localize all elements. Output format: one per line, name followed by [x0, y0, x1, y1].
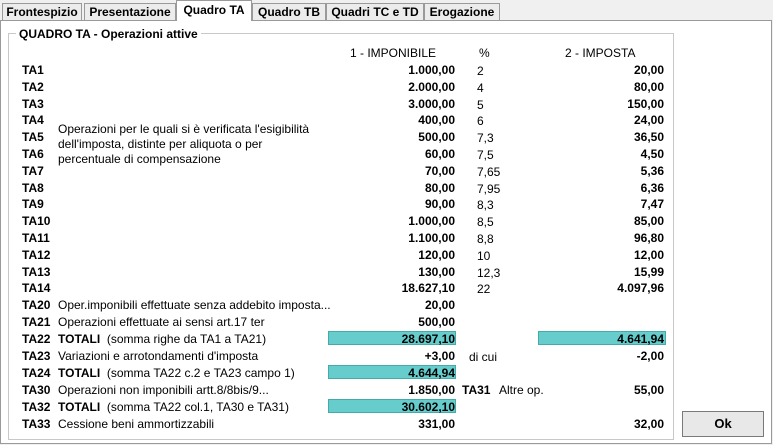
imponibile-value[interactable]: 1.000,00	[408, 214, 455, 229]
imponibile-value: 4.644,94	[408, 366, 455, 380]
imponibile-value[interactable]: 500,00	[418, 130, 455, 145]
row-description	[58, 332, 266, 346]
imposta-value[interactable]: 36,50	[633, 130, 664, 145]
table-row	[0, 112, 772, 129]
percent-value: 8,8	[477, 232, 494, 246]
ta31-code: TA31	[462, 383, 491, 397]
imposta-value[interactable]: 12,00	[633, 247, 664, 262]
row-code: TA20	[22, 298, 51, 312]
imponibile-value[interactable]: 331,00	[418, 417, 455, 431]
totali-label: TOTALI	[58, 366, 101, 380]
block-description: Operazioni per le quali si è verificata l'esigibilità dell'imposta, distinte per aliquota o per percentuale di compensazione	[58, 122, 310, 166]
imponibile-value: 28.697,10	[401, 332, 455, 346]
totali-desc: (somma TA22 col.1, TA30 e TA31)	[106, 400, 289, 414]
imposta-value[interactable]: 5,36	[640, 163, 664, 178]
header-percent: %	[479, 46, 490, 60]
row-code: TA24	[22, 366, 51, 380]
imposta-value[interactable]: 15,99	[633, 264, 664, 279]
tab-erogazione[interactable]: Erogazione	[424, 3, 500, 20]
percent-value: 7,95	[477, 181, 501, 196]
table-row	[0, 79, 772, 96]
table-row	[0, 247, 772, 264]
imponibile-value[interactable]: 90,00	[424, 197, 455, 212]
header-imponibile: 1 - IMPONIBILE	[350, 46, 437, 60]
row-code: TA5	[22, 130, 44, 145]
imposta-value[interactable]: 24,00	[633, 113, 664, 128]
imponibile-value: 30.602,10	[401, 400, 455, 414]
imposta-value[interactable]: 80,00	[633, 79, 664, 94]
imposta-value[interactable]: 32,00	[633, 417, 664, 431]
row-code: TA4	[22, 113, 44, 128]
percent-value: 22	[477, 282, 491, 297]
ta31-description: Altre op.	[499, 383, 544, 397]
percent-value: 6	[477, 114, 484, 129]
imposta-value[interactable]: 7,47	[640, 197, 664, 212]
row-code: TA30	[22, 383, 51, 397]
ok-button[interactable]: Ok	[682, 411, 764, 437]
row-description: Operazioni non imponibili artt.8/8bis/9...	[58, 383, 269, 397]
table-row	[0, 163, 772, 180]
row-ta30	[0, 382, 772, 399]
row-ta33	[0, 416, 772, 433]
percent-value: 7,65	[477, 164, 501, 179]
imposta-value[interactable]: 150,00	[627, 96, 664, 111]
table-row	[0, 62, 772, 79]
percent-value: 8,5	[477, 215, 494, 230]
row-code: TA3	[22, 96, 44, 111]
table-row	[0, 213, 772, 230]
percent-value: 2	[477, 64, 484, 78]
row-code: TA1	[22, 63, 44, 77]
row-code: TA11	[22, 231, 50, 245]
totali-desc: (somma TA22 c.2 e TA23 campo 1)	[106, 366, 295, 380]
imponibile-value[interactable]: 400,00	[418, 113, 455, 128]
imponibile-value[interactable]: 1.850,00	[408, 383, 455, 397]
tab-quadro-ta[interactable]: Quadro TA	[176, 0, 252, 21]
tab-presentazione[interactable]: Presentazione	[84, 3, 176, 20]
imposta-value[interactable]: 20,00	[633, 63, 664, 77]
di-cui-label: di cui	[469, 350, 498, 364]
ta31-value[interactable]: 55,00	[633, 383, 664, 397]
imposta-value[interactable]: 4.097,96	[617, 281, 664, 296]
imponibile-value[interactable]: 120,00	[418, 247, 455, 262]
imponibile-value[interactable]: 1.000,00	[408, 63, 455, 77]
percent-value: 7,3	[477, 131, 494, 146]
row-code: TA8	[22, 180, 44, 195]
imponibile-value[interactable]: 2.000,00	[408, 79, 455, 94]
row-ta32	[0, 399, 772, 416]
imponibile-value[interactable]: 1.100,00	[408, 231, 455, 245]
row-description: Variazioni e arrotondamenti d'imposta	[58, 349, 259, 363]
tab-quadri-tc-td[interactable]: Quadri TC e TD	[326, 3, 424, 20]
row-code: TA9	[22, 197, 44, 212]
row-code: TA22	[22, 332, 51, 346]
tab-frontespizio[interactable]: Frontespizio	[2, 3, 82, 20]
percent-value: 8,3	[477, 198, 494, 213]
row-code: TA7	[22, 163, 44, 178]
imponibile-value[interactable]: 18.627,10	[401, 281, 455, 296]
row-ta23	[0, 348, 772, 365]
imponibile-value[interactable]: 60,00	[424, 147, 455, 161]
row-code: TA14	[22, 281, 51, 296]
table-row	[0, 280, 772, 297]
percent-value: 5	[477, 97, 484, 112]
row-ta20	[0, 297, 772, 314]
row-code: TA12	[22, 247, 51, 262]
tab-quadro-tb[interactable]: Quadro TB	[252, 3, 326, 20]
table-row	[0, 96, 772, 113]
imposta-value[interactable]: -2,00	[636, 349, 664, 363]
imponibile-value[interactable]: 80,00	[424, 180, 455, 195]
row-code: TA32	[22, 400, 51, 414]
percent-value: 10	[477, 248, 491, 263]
row-description: Cessione beni ammortizzabili	[58, 417, 215, 431]
row-code: TA33	[22, 417, 51, 431]
row-description	[58, 400, 289, 414]
imposta-value: 4.641,94	[617, 332, 664, 346]
imposta-value[interactable]: 96,80	[633, 231, 664, 245]
percent-value: 12,3	[477, 265, 501, 280]
imponibile-value[interactable]: 20,00	[424, 298, 455, 312]
imponibile-value[interactable]: 70,00	[424, 163, 455, 178]
row-code: TA23	[22, 349, 51, 363]
imponibile-value[interactable]: 3.000,00	[408, 96, 455, 111]
row-ta24	[0, 365, 772, 382]
imponibile-value[interactable]: 500,00	[418, 315, 455, 329]
table-row	[0, 230, 772, 247]
row-ta22	[0, 331, 772, 348]
row-description: Oper.imponibili effettuate senza addebito imposta...	[58, 298, 331, 312]
percent-value: 4	[477, 80, 484, 95]
table-row	[0, 196, 772, 213]
row-code: TA21	[22, 315, 51, 329]
totali-label: TOTALI	[58, 400, 101, 414]
imposta-value[interactable]: 85,00	[633, 214, 664, 229]
imponibile-value[interactable]: +3,00	[424, 349, 455, 363]
table-row	[0, 146, 772, 163]
table-row	[0, 264, 772, 281]
table-row	[0, 180, 772, 197]
table-row	[0, 129, 772, 146]
row-code: TA6	[22, 147, 44, 161]
row-description	[58, 366, 295, 380]
imposta-value[interactable]: 6,36	[640, 180, 664, 195]
row-description: Operazioni effettuate ai sensi art.17 ter	[58, 315, 265, 329]
imponibile-value[interactable]: 130,00	[418, 264, 455, 279]
row-code: TA13	[22, 264, 51, 279]
group-title: QUADRO TA - Operazioni attive	[16, 27, 201, 41]
percent-value: 7,5	[477, 148, 494, 162]
row-code: TA2	[22, 79, 44, 94]
totali-label: TOTALI	[58, 332, 101, 346]
header-imposta: 2 - IMPOSTA	[565, 46, 636, 60]
row-code: TA10	[22, 214, 51, 229]
totali-desc: (somma righe da TA1 a TA21)	[106, 332, 267, 346]
row-ta21	[0, 314, 772, 331]
imposta-value[interactable]: 4,50	[640, 147, 664, 161]
